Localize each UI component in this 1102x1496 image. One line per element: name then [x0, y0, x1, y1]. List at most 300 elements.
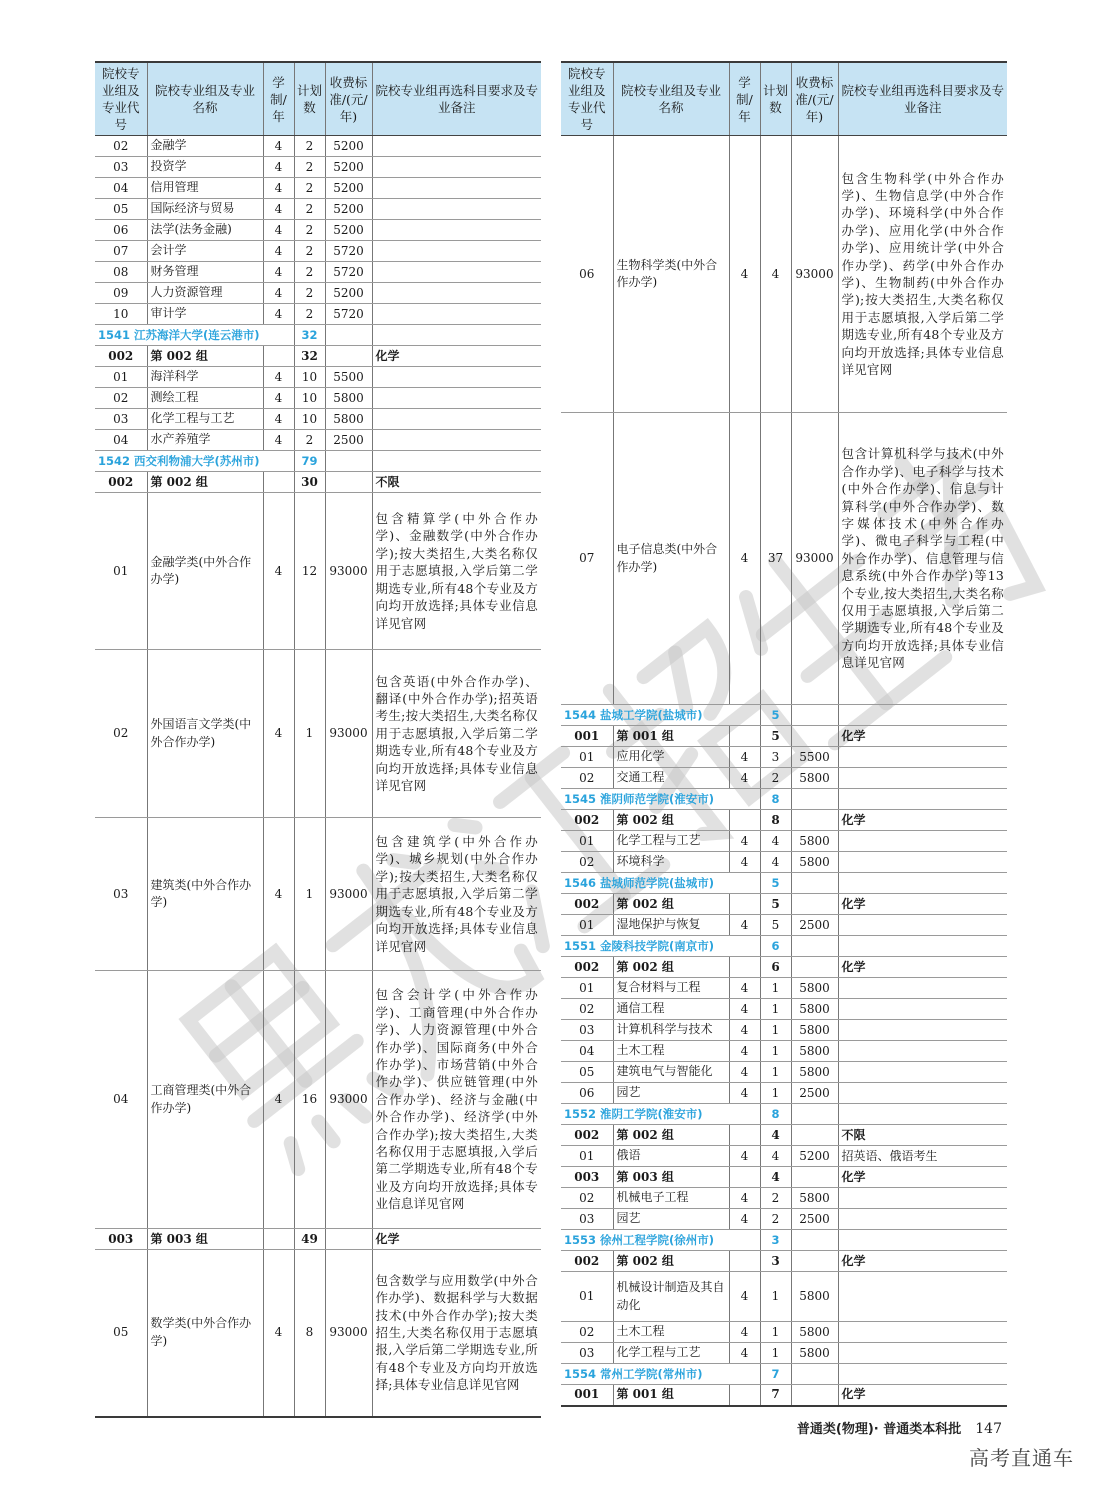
major-code: 01 — [561, 1146, 613, 1167]
school-plan: 7 — [760, 1364, 791, 1385]
group-plan: 49 — [294, 1229, 325, 1250]
major-name: 投资学 — [147, 157, 263, 178]
major-fee: 2500 — [325, 430, 372, 451]
group-fee — [791, 894, 838, 915]
major-fee: 93000 — [791, 413, 838, 705]
major-name: 园艺 — [613, 1083, 729, 1104]
major-code: 03 — [95, 818, 147, 971]
major-fee: 2500 — [791, 915, 838, 936]
group-subject-requirement: 化学 — [838, 810, 1007, 831]
group-years — [729, 957, 760, 978]
left-table-body — [95, 136, 541, 1417]
major-name: 园艺 — [613, 1209, 729, 1230]
major-plan: 1 — [760, 1041, 791, 1062]
major-row — [95, 157, 541, 178]
major-note — [372, 178, 541, 199]
major-name: 外国语言文学类(中外合作办学) — [147, 650, 263, 818]
school-row — [561, 873, 1007, 894]
group-row — [561, 726, 1007, 747]
major-fee: 93000 — [325, 493, 372, 650]
major-name: 土木工程 — [613, 1322, 729, 1343]
header-years: 学制/年 — [729, 62, 760, 136]
major-plan: 2 — [760, 1209, 791, 1230]
major-note — [372, 262, 541, 283]
group-plan: 4 — [760, 1167, 791, 1188]
group-row — [561, 957, 1007, 978]
group-code: 003 — [561, 1167, 613, 1188]
group-code: 002 — [95, 346, 147, 367]
major-row — [95, 304, 541, 325]
school-plan: 32 — [294, 325, 325, 346]
major-fee: 5200 — [325, 136, 372, 157]
group-subject-requirement: 化学 — [838, 957, 1007, 978]
group-subject-requirement: 不限 — [838, 1125, 1007, 1146]
major-note — [838, 1322, 1007, 1343]
major-fee: 5800 — [791, 852, 838, 873]
school-note — [838, 1364, 1007, 1385]
major-fee: 5800 — [791, 1272, 838, 1322]
major-note — [838, 768, 1007, 789]
major-years: 4 — [729, 136, 760, 413]
major-plan: 1 — [760, 978, 791, 999]
major-row — [95, 283, 541, 304]
major-note — [372, 367, 541, 388]
major-name: 电子信息类(中外合作办学) — [613, 413, 729, 705]
major-code: 02 — [95, 388, 147, 409]
major-row — [95, 818, 541, 971]
major-note — [372, 430, 541, 451]
major-name: 国际经济与贸易 — [147, 199, 263, 220]
major-years: 4 — [729, 1062, 760, 1083]
major-note: 招英语、俄语考生 — [838, 1146, 1007, 1167]
major-name: 工商管理类(中外合作办学) — [147, 971, 263, 1229]
left-admission-table — [95, 61, 541, 1418]
major-code: 02 — [561, 768, 613, 789]
major-row — [561, 1272, 1007, 1322]
major-name: 人力资源管理 — [147, 283, 263, 304]
school-row — [561, 1104, 1007, 1125]
major-note — [372, 220, 541, 241]
school-note — [838, 873, 1007, 894]
major-row — [561, 1322, 1007, 1343]
major-name: 生物科学类(中外合作办学) — [613, 136, 729, 413]
major-note — [372, 409, 541, 430]
group-subject-requirement: 不限 — [372, 472, 541, 493]
major-name: 化学工程与工艺 — [147, 409, 263, 430]
major-row — [561, 1188, 1007, 1209]
major-plan: 2 — [294, 262, 325, 283]
major-code: 01 — [561, 1272, 613, 1322]
major-code: 02 — [561, 1188, 613, 1209]
major-code: 04 — [95, 971, 147, 1229]
major-fee: 2500 — [791, 1209, 838, 1230]
page-number: 147 — [975, 1421, 1002, 1437]
major-fee: 5800 — [791, 768, 838, 789]
group-plan: 5 — [760, 894, 791, 915]
major-plan: 2 — [294, 136, 325, 157]
school-name: 1551 金陵科技学院(南京市) — [561, 936, 760, 957]
major-plan: 1 — [760, 1020, 791, 1041]
major-years: 4 — [263, 178, 294, 199]
major-name: 交通工程 — [613, 768, 729, 789]
major-years: 4 — [263, 493, 294, 650]
major-note — [838, 915, 1007, 936]
group-code: 001 — [561, 726, 613, 747]
major-name: 环境科学 — [613, 852, 729, 873]
school-row — [561, 1364, 1007, 1385]
group-name: 第 002 组 — [613, 1125, 729, 1146]
major-code: 02 — [95, 136, 147, 157]
school-plan: 6 — [760, 936, 791, 957]
major-row — [95, 241, 541, 262]
major-plan: 4 — [760, 831, 791, 852]
major-code: 02 — [561, 1322, 613, 1343]
major-note — [838, 831, 1007, 852]
major-name: 金融学类(中外合作办学) — [147, 493, 263, 650]
group-fee — [791, 957, 838, 978]
group-name: 第 003 组 — [147, 1229, 263, 1250]
school-plan: 79 — [294, 451, 325, 472]
major-note — [838, 1062, 1007, 1083]
major-row — [95, 178, 541, 199]
major-name: 金融学 — [147, 136, 263, 157]
major-fee: 93000 — [791, 136, 838, 413]
group-row — [561, 1251, 1007, 1272]
major-name: 土木工程 — [613, 1041, 729, 1062]
school-name: 1542 西交利物浦大学(苏州市) — [95, 451, 294, 472]
school-name: 1554 常州工学院(常州市) — [561, 1364, 760, 1385]
major-code: 01 — [561, 747, 613, 768]
major-note — [372, 136, 541, 157]
school-note — [838, 1230, 1007, 1251]
major-row — [561, 852, 1007, 873]
major-code: 01 — [95, 367, 147, 388]
major-years: 4 — [263, 367, 294, 388]
school-row — [95, 451, 541, 472]
major-name: 法学(法务金融) — [147, 220, 263, 241]
major-years: 4 — [263, 409, 294, 430]
major-row — [561, 1209, 1007, 1230]
group-fee — [791, 1385, 838, 1406]
group-years — [729, 894, 760, 915]
major-row — [561, 136, 1007, 413]
major-years: 4 — [729, 1020, 760, 1041]
group-name: 第 001 组 — [613, 726, 729, 747]
group-subject-requirement: 化学 — [838, 894, 1007, 915]
school-fee — [791, 1104, 838, 1125]
major-row — [95, 409, 541, 430]
major-row — [561, 1062, 1007, 1083]
major-note: 包含计算机科学与技术(中外合作办学)、电子科学与技术(中外合作办学)、信息与计算科学(中外合作办学)、数字媒体技术(中外合作办学)、微电子科学与工程(中外合作办学)、信息管理与信息系统(中外合作办学)等13个专业,按大类招生,大类名称仅用于志愿填报,入学后第二学期选专业,所有48个专业及方向均开放选择;具体专业信息详见官网 — [838, 413, 1007, 705]
major-note — [838, 1020, 1007, 1041]
major-row — [95, 388, 541, 409]
major-code: 04 — [561, 1041, 613, 1062]
major-code: 02 — [561, 999, 613, 1020]
major-plan: 12 — [294, 493, 325, 650]
major-row — [561, 978, 1007, 999]
group-row — [561, 894, 1007, 915]
major-note — [372, 388, 541, 409]
major-name: 通信工程 — [613, 999, 729, 1020]
school-name: 1546 盐城师范学院(盐城市) — [561, 873, 760, 894]
school-note — [838, 936, 1007, 957]
school-name: 1553 徐州工程学院(徐州市) — [561, 1230, 760, 1251]
group-fee — [791, 1167, 838, 1188]
major-fee: 93000 — [325, 650, 372, 818]
group-years — [263, 1229, 294, 1250]
major-fee: 5500 — [325, 367, 372, 388]
major-plan: 4 — [760, 1146, 791, 1167]
major-code: 07 — [561, 413, 613, 705]
left-table-header — [95, 62, 541, 136]
major-plan: 10 — [294, 367, 325, 388]
group-subject-requirement: 化学 — [838, 1167, 1007, 1188]
major-code: 10 — [95, 304, 147, 325]
school-name: 1541 江苏海洋大学(连云港市) — [95, 325, 294, 346]
major-years: 4 — [729, 831, 760, 852]
major-code: 01 — [561, 915, 613, 936]
major-plan: 10 — [294, 409, 325, 430]
group-years — [729, 1167, 760, 1188]
group-plan: 32 — [294, 346, 325, 367]
group-code: 002 — [561, 1125, 613, 1146]
group-years — [729, 1251, 760, 1272]
major-years: 4 — [729, 915, 760, 936]
major-fee: 5500 — [791, 747, 838, 768]
header-note: 院校专业组再选科目要求及专业备注 — [838, 62, 1007, 136]
school-fee — [791, 1230, 838, 1251]
right-admission-table — [561, 61, 1007, 1407]
right-table-body — [561, 136, 1007, 1406]
group-fee — [325, 346, 372, 367]
major-years: 4 — [263, 283, 294, 304]
major-code: 06 — [95, 220, 147, 241]
major-fee: 5720 — [325, 241, 372, 262]
major-fee: 93000 — [325, 1250, 372, 1417]
group-fee — [791, 726, 838, 747]
major-row — [95, 136, 541, 157]
major-plan: 2 — [294, 157, 325, 178]
header-code: 院校专业组及专业代号 — [95, 62, 147, 136]
school-name: 1545 淮阴师范学院(淮安市) — [561, 789, 760, 810]
major-years: 4 — [263, 136, 294, 157]
right-table-header — [561, 62, 1007, 136]
group-plan: 3 — [760, 1251, 791, 1272]
major-plan: 5 — [760, 915, 791, 936]
major-name: 数学类(中外合作办学) — [147, 1250, 263, 1417]
header-note: 院校专业组再选科目要求及专业备注 — [372, 62, 541, 136]
group-row — [561, 1125, 1007, 1146]
school-fee — [325, 325, 372, 346]
major-row — [95, 220, 541, 241]
major-fee: 5800 — [791, 1041, 838, 1062]
group-subject-requirement: 化学 — [372, 1229, 541, 1250]
group-code: 002 — [561, 1251, 613, 1272]
major-code: 04 — [95, 178, 147, 199]
major-note — [372, 304, 541, 325]
major-years: 4 — [263, 971, 294, 1229]
major-name: 机械电子工程 — [613, 1188, 729, 1209]
group-name: 第 002 组 — [613, 1251, 729, 1272]
major-years: 4 — [729, 1272, 760, 1322]
major-plan: 2 — [294, 430, 325, 451]
group-code: 003 — [95, 1229, 147, 1250]
group-name: 第 002 组 — [613, 810, 729, 831]
major-fee: 93000 — [325, 818, 372, 971]
major-years: 4 — [263, 650, 294, 818]
major-plan: 1 — [760, 1083, 791, 1104]
major-name: 应用化学 — [613, 747, 729, 768]
major-plan: 2 — [294, 241, 325, 262]
group-plan: 4 — [760, 1125, 791, 1146]
major-row — [95, 199, 541, 220]
group-row — [95, 472, 541, 493]
major-years: 4 — [263, 430, 294, 451]
major-code: 01 — [95, 493, 147, 650]
major-fee: 5800 — [791, 1062, 838, 1083]
major-note — [372, 241, 541, 262]
major-row — [561, 1041, 1007, 1062]
major-note — [838, 1343, 1007, 1364]
major-plan: 1 — [294, 818, 325, 971]
major-years: 4 — [729, 747, 760, 768]
major-fee: 5800 — [325, 409, 372, 430]
major-fee: 5800 — [791, 999, 838, 1020]
header-years: 学制/年 — [263, 62, 294, 136]
group-plan: 6 — [760, 957, 791, 978]
major-years: 4 — [729, 413, 760, 705]
major-note: 包含精算学(中外合作办学)、金融数学(中外合作办学);按大类招生,大类名称仅用于志愿填报,入学后第二学期选专业,所有48个专业及方向均开放选择;具体专业信息详见官网 — [372, 493, 541, 650]
major-plan: 4 — [760, 852, 791, 873]
major-code: 07 — [95, 241, 147, 262]
major-row — [561, 1020, 1007, 1041]
group-years — [729, 1125, 760, 1146]
major-fee: 5720 — [325, 262, 372, 283]
major-fee: 5200 — [325, 283, 372, 304]
major-note — [838, 852, 1007, 873]
major-name: 会计学 — [147, 241, 263, 262]
major-code: 06 — [561, 1083, 613, 1104]
school-row — [561, 789, 1007, 810]
header-fee: 收费标准/(元/年) — [325, 62, 372, 136]
major-fee: 5200 — [325, 199, 372, 220]
major-years: 4 — [263, 241, 294, 262]
major-plan: 4 — [760, 136, 791, 413]
major-row — [95, 971, 541, 1229]
school-plan: 8 — [760, 789, 791, 810]
major-code: 08 — [95, 262, 147, 283]
school-plan: 8 — [760, 1104, 791, 1125]
major-years: 4 — [263, 220, 294, 241]
major-name: 信用管理 — [147, 178, 263, 199]
major-plan: 3 — [760, 747, 791, 768]
major-note — [838, 747, 1007, 768]
group-name: 第 002 组 — [147, 346, 263, 367]
school-plan: 3 — [760, 1230, 791, 1251]
major-name: 化学工程与工艺 — [613, 831, 729, 852]
major-fee: 93000 — [325, 971, 372, 1229]
major-row — [95, 367, 541, 388]
major-fee: 5800 — [791, 831, 838, 852]
major-code: 03 — [561, 1343, 613, 1364]
school-note — [838, 705, 1007, 726]
major-plan: 1 — [760, 1272, 791, 1322]
major-years: 4 — [729, 1343, 760, 1364]
major-code: 02 — [95, 650, 147, 818]
major-plan: 2 — [294, 220, 325, 241]
school-row — [561, 705, 1007, 726]
major-row — [95, 262, 541, 283]
major-plan: 2 — [294, 178, 325, 199]
header-plan: 计划数 — [294, 62, 325, 136]
major-row — [95, 1250, 541, 1417]
major-code: 05 — [95, 1250, 147, 1417]
major-note — [838, 1041, 1007, 1062]
major-years: 4 — [729, 1209, 760, 1230]
major-fee: 5200 — [325, 157, 372, 178]
major-years: 4 — [263, 304, 294, 325]
major-row — [95, 430, 541, 451]
school-plan: 5 — [760, 873, 791, 894]
school-note — [838, 1104, 1007, 1125]
group-code: 002 — [95, 472, 147, 493]
major-plan: 1 — [294, 650, 325, 818]
group-plan: 7 — [760, 1385, 791, 1406]
major-fee: 5200 — [791, 1146, 838, 1167]
school-row — [561, 1230, 1007, 1251]
major-code: 03 — [95, 409, 147, 430]
major-fee: 5800 — [791, 1188, 838, 1209]
major-fee: 5800 — [791, 1020, 838, 1041]
major-fee: 5800 — [325, 388, 372, 409]
school-name: 1552 淮阴工学院(淮安市) — [561, 1104, 760, 1125]
major-name: 审计学 — [147, 304, 263, 325]
major-row — [95, 650, 541, 818]
group-plan: 5 — [760, 726, 791, 747]
school-fee — [791, 1364, 838, 1385]
school-fee — [791, 936, 838, 957]
major-fee: 5200 — [325, 220, 372, 241]
school-fee — [791, 705, 838, 726]
major-years: 4 — [263, 157, 294, 178]
major-note — [372, 157, 541, 178]
group-subject-requirement: 化学 — [838, 1385, 1007, 1406]
major-code: 05 — [561, 1062, 613, 1083]
group-fee — [791, 1125, 838, 1146]
major-years: 4 — [729, 999, 760, 1020]
group-years — [263, 472, 294, 493]
major-years: 4 — [729, 852, 760, 873]
major-years: 4 — [263, 262, 294, 283]
group-fee — [791, 1251, 838, 1272]
major-plan: 1 — [760, 1343, 791, 1364]
major-years: 4 — [263, 1250, 294, 1417]
school-row — [561, 936, 1007, 957]
header-fee: 收费标准/(元/年) — [791, 62, 838, 136]
group-years — [729, 726, 760, 747]
group-fee — [791, 810, 838, 831]
major-row — [561, 999, 1007, 1020]
group-plan: 30 — [294, 472, 325, 493]
page-footer — [797, 1418, 1002, 1437]
major-note — [838, 1209, 1007, 1230]
school-fee — [791, 789, 838, 810]
major-years: 4 — [729, 1146, 760, 1167]
major-plan: 2 — [760, 768, 791, 789]
group-name: 第 002 组 — [613, 957, 729, 978]
major-row — [561, 768, 1007, 789]
header-name: 院校专业组及专业名称 — [613, 62, 729, 136]
